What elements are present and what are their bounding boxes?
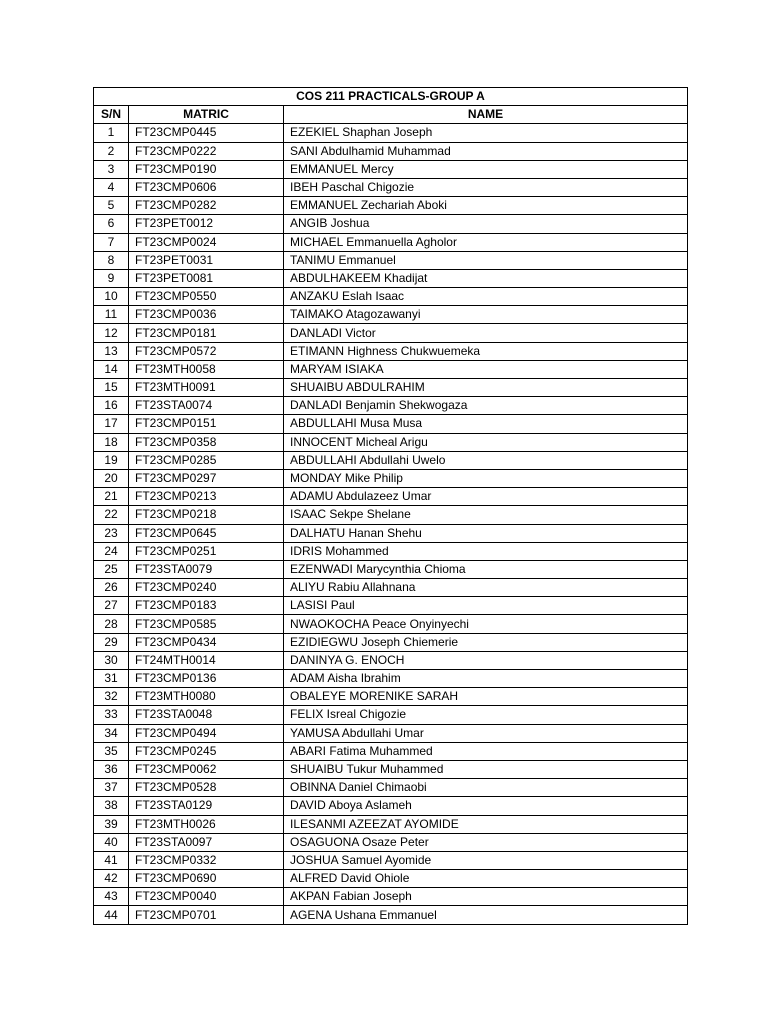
table-row — [94, 197, 688, 215]
cell-name: TANIMU Emmanuel — [284, 251, 688, 269]
table-row — [94, 142, 688, 160]
cell-matric: FT23CMP0358 — [129, 433, 284, 451]
cell-name: DANINYA G. ENOCH — [284, 651, 688, 669]
cell-name: SHUAIBU ABDULRAHIM — [284, 379, 688, 397]
cell-matric: FT23CMP0701 — [129, 906, 284, 924]
cell-name: ABDULLAHI Musa Musa — [284, 415, 688, 433]
cell-matric: FT23CMP0136 — [129, 670, 284, 688]
table-row — [94, 742, 688, 760]
table-row — [94, 797, 688, 815]
cell-sn: 25 — [94, 560, 129, 578]
cell-name: AGENA Ushana Emmanuel — [284, 906, 688, 924]
cell-matric: FT23CMP0181 — [129, 324, 284, 342]
cell-name: ALFRED David Ohiole — [284, 870, 688, 888]
title-row — [94, 88, 688, 106]
cell-sn: 21 — [94, 488, 129, 506]
table-row — [94, 433, 688, 451]
table-row — [94, 524, 688, 542]
cell-matric: FT23STA0097 — [129, 833, 284, 851]
cell-matric: FT23PET0081 — [129, 269, 284, 287]
cell-name: SHUAIBU Tukur Muhammed — [284, 760, 688, 778]
table-row — [94, 615, 688, 633]
table-row — [94, 579, 688, 597]
cell-sn: 15 — [94, 379, 129, 397]
cell-matric: FT23CMP0036 — [129, 306, 284, 324]
cell-matric: FT23CMP0183 — [129, 597, 284, 615]
table-row — [94, 870, 688, 888]
cell-matric: FT23CMP0222 — [129, 142, 284, 160]
header-row — [94, 106, 688, 124]
cell-matric: FT23CMP0218 — [129, 506, 284, 524]
cell-matric: FT23STA0048 — [129, 706, 284, 724]
header-matric: MATRIC — [129, 106, 284, 124]
cell-matric: FT23CMP0332 — [129, 851, 284, 869]
table-row — [94, 851, 688, 869]
cell-sn: 8 — [94, 251, 129, 269]
cell-name: DANLADI Benjamin Shekwogaza — [284, 397, 688, 415]
cell-sn: 14 — [94, 360, 129, 378]
table-title: COS 211 PRACTICALS-GROUP A — [94, 88, 688, 106]
cell-matric: FT23CMP0445 — [129, 124, 284, 142]
cell-name: SANI Abdulhamid Muhammad — [284, 142, 688, 160]
cell-sn: 12 — [94, 324, 129, 342]
table-row — [94, 670, 688, 688]
cell-name: EZENWADI Marycynthia Chioma — [284, 560, 688, 578]
cell-name: DAVID Aboya Aslameh — [284, 797, 688, 815]
cell-name: IDRIS Mohammed — [284, 542, 688, 560]
table-row — [94, 779, 688, 797]
cell-name: ETIMANN Highness Chukwuemeka — [284, 342, 688, 360]
cell-sn: 11 — [94, 306, 129, 324]
table-row — [94, 688, 688, 706]
cell-matric: FT23CMP0585 — [129, 615, 284, 633]
cell-matric: FT23CMP0282 — [129, 197, 284, 215]
cell-name: ADAMU Abdulazeez Umar — [284, 488, 688, 506]
cell-name: DANLADI Victor — [284, 324, 688, 342]
table-row — [94, 488, 688, 506]
cell-sn: 23 — [94, 524, 129, 542]
cell-matric: FT23PET0031 — [129, 251, 284, 269]
cell-name: MARYAM ISIAKA — [284, 360, 688, 378]
table-row — [94, 215, 688, 233]
cell-sn: 40 — [94, 833, 129, 851]
cell-matric: FT23CMP0645 — [129, 524, 284, 542]
table-row — [94, 815, 688, 833]
cell-sn: 29 — [94, 633, 129, 651]
table-row — [94, 324, 688, 342]
cell-name: MICHAEL Emmanuella Agholor — [284, 233, 688, 251]
cell-sn: 28 — [94, 615, 129, 633]
table-row — [94, 288, 688, 306]
cell-sn: 26 — [94, 579, 129, 597]
cell-name: INNOCENT Micheal Arigu — [284, 433, 688, 451]
cell-sn: 4 — [94, 178, 129, 196]
cell-sn: 35 — [94, 742, 129, 760]
cell-sn: 5 — [94, 197, 129, 215]
cell-sn: 20 — [94, 469, 129, 487]
table-row — [94, 160, 688, 178]
table-body — [94, 124, 688, 924]
cell-name: ANGIB Joshua — [284, 215, 688, 233]
cell-sn: 44 — [94, 906, 129, 924]
cell-sn: 42 — [94, 870, 129, 888]
cell-name: ABDULHAKEEM Khadijat — [284, 269, 688, 287]
cell-sn: 43 — [94, 888, 129, 906]
cell-sn: 9 — [94, 269, 129, 287]
cell-sn: 19 — [94, 451, 129, 469]
cell-matric: FT23CMP0434 — [129, 633, 284, 651]
table-row — [94, 306, 688, 324]
cell-matric: FT23CMP0062 — [129, 760, 284, 778]
cell-sn: 31 — [94, 670, 129, 688]
table-row — [94, 542, 688, 560]
cell-matric: FT23MTH0058 — [129, 360, 284, 378]
cell-matric: FT23STA0074 — [129, 397, 284, 415]
cell-name: ADAM Aisha Ibrahim — [284, 670, 688, 688]
cell-matric: FT23CMP0690 — [129, 870, 284, 888]
cell-name: TAIMAKO Atagozawanyi — [284, 306, 688, 324]
cell-matric: FT23CMP0240 — [129, 579, 284, 597]
cell-name: NWAOKOCHA Peace Onyinyechi — [284, 615, 688, 633]
cell-matric: FT23CMP0040 — [129, 888, 284, 906]
cell-matric: FT23CMP0494 — [129, 724, 284, 742]
cell-matric: FT23CMP0190 — [129, 160, 284, 178]
table-row — [94, 124, 688, 142]
table-row — [94, 415, 688, 433]
cell-matric: FT23CMP0213 — [129, 488, 284, 506]
table-row — [94, 451, 688, 469]
cell-matric: FT23MTH0080 — [129, 688, 284, 706]
cell-name: ALIYU Rabiu Allahnana — [284, 579, 688, 597]
cell-matric: FT23CMP0251 — [129, 542, 284, 560]
cell-sn: 36 — [94, 760, 129, 778]
cell-sn: 30 — [94, 651, 129, 669]
cell-name: LASISI Paul — [284, 597, 688, 615]
table-row — [94, 342, 688, 360]
table-row — [94, 833, 688, 851]
table-row — [94, 706, 688, 724]
cell-sn: 34 — [94, 724, 129, 742]
table-row — [94, 888, 688, 906]
cell-matric: FT23CMP0151 — [129, 415, 284, 433]
cell-sn: 7 — [94, 233, 129, 251]
cell-name: IBEH Paschal Chigozie — [284, 178, 688, 196]
table-row — [94, 506, 688, 524]
cell-sn: 27 — [94, 597, 129, 615]
cell-sn: 24 — [94, 542, 129, 560]
cell-name: EMMANUEL Mercy — [284, 160, 688, 178]
cell-name: ILESANMI AZEEZAT AYOMIDE — [284, 815, 688, 833]
cell-name: AKPAN Fabian Joseph — [284, 888, 688, 906]
cell-matric: FT23MTH0091 — [129, 379, 284, 397]
table-row — [94, 760, 688, 778]
cell-matric: FT23CMP0572 — [129, 342, 284, 360]
cell-name: EMMANUEL Zechariah Aboki — [284, 197, 688, 215]
cell-sn: 13 — [94, 342, 129, 360]
cell-sn: 10 — [94, 288, 129, 306]
cell-name: ANZAKU Eslah Isaac — [284, 288, 688, 306]
cell-name: JOSHUA Samuel Ayomide — [284, 851, 688, 869]
cell-sn: 33 — [94, 706, 129, 724]
cell-matric: FT23CMP0550 — [129, 288, 284, 306]
cell-name: OBINNA Daniel Chimaobi — [284, 779, 688, 797]
cell-matric: FT23CMP0245 — [129, 742, 284, 760]
cell-matric: FT23CMP0297 — [129, 469, 284, 487]
cell-sn: 16 — [94, 397, 129, 415]
table-row — [94, 251, 688, 269]
cell-name: ISAAC Sekpe Shelane — [284, 506, 688, 524]
table-row — [94, 379, 688, 397]
cell-sn: 3 — [94, 160, 129, 178]
cell-name: DALHATU Hanan Shehu — [284, 524, 688, 542]
cell-sn: 39 — [94, 815, 129, 833]
table-row — [94, 633, 688, 651]
group-list-table — [93, 87, 688, 925]
cell-name: ABARI Fatima Muhammed — [284, 742, 688, 760]
cell-name: OBALEYE MORENIKE SARAH — [284, 688, 688, 706]
cell-sn: 38 — [94, 797, 129, 815]
table-row — [94, 560, 688, 578]
cell-sn: 37 — [94, 779, 129, 797]
cell-sn: 22 — [94, 506, 129, 524]
table-row — [94, 651, 688, 669]
cell-name: OSAGUONA Osaze Peter — [284, 833, 688, 851]
cell-sn: 17 — [94, 415, 129, 433]
header-sn: S/N — [94, 106, 129, 124]
cell-sn: 6 — [94, 215, 129, 233]
table-row — [94, 397, 688, 415]
cell-matric: FT23PET0012 — [129, 215, 284, 233]
cell-sn: 2 — [94, 142, 129, 160]
table-row — [94, 233, 688, 251]
table-row — [94, 469, 688, 487]
cell-matric: FT23MTH0026 — [129, 815, 284, 833]
table-row — [94, 597, 688, 615]
cell-sn: 18 — [94, 433, 129, 451]
cell-name: EZIDIEGWU Joseph Chiemerie — [284, 633, 688, 651]
cell-matric: FT23CMP0285 — [129, 451, 284, 469]
cell-matric: FT23CMP0528 — [129, 779, 284, 797]
cell-matric: FT24MTH0014 — [129, 651, 284, 669]
cell-name: EZEKIEL Shaphan Joseph — [284, 124, 688, 142]
cell-sn: 32 — [94, 688, 129, 706]
cell-matric: FT23STA0079 — [129, 560, 284, 578]
cell-sn: 1 — [94, 124, 129, 142]
cell-name: MONDAY Mike Philip — [284, 469, 688, 487]
header-name: NAME — [284, 106, 688, 124]
cell-matric: FT23CMP0606 — [129, 178, 284, 196]
cell-sn: 41 — [94, 851, 129, 869]
cell-matric: FT23CMP0024 — [129, 233, 284, 251]
table-row — [94, 360, 688, 378]
cell-name: YAMUSA Abdullahi Umar — [284, 724, 688, 742]
table-row — [94, 178, 688, 196]
table-row — [94, 906, 688, 924]
table-row — [94, 269, 688, 287]
cell-name: FELIX Isreal Chigozie — [284, 706, 688, 724]
cell-name: ABDULLAHI Abdullahi Uwelo — [284, 451, 688, 469]
cell-matric: FT23STA0129 — [129, 797, 284, 815]
table-row — [94, 724, 688, 742]
